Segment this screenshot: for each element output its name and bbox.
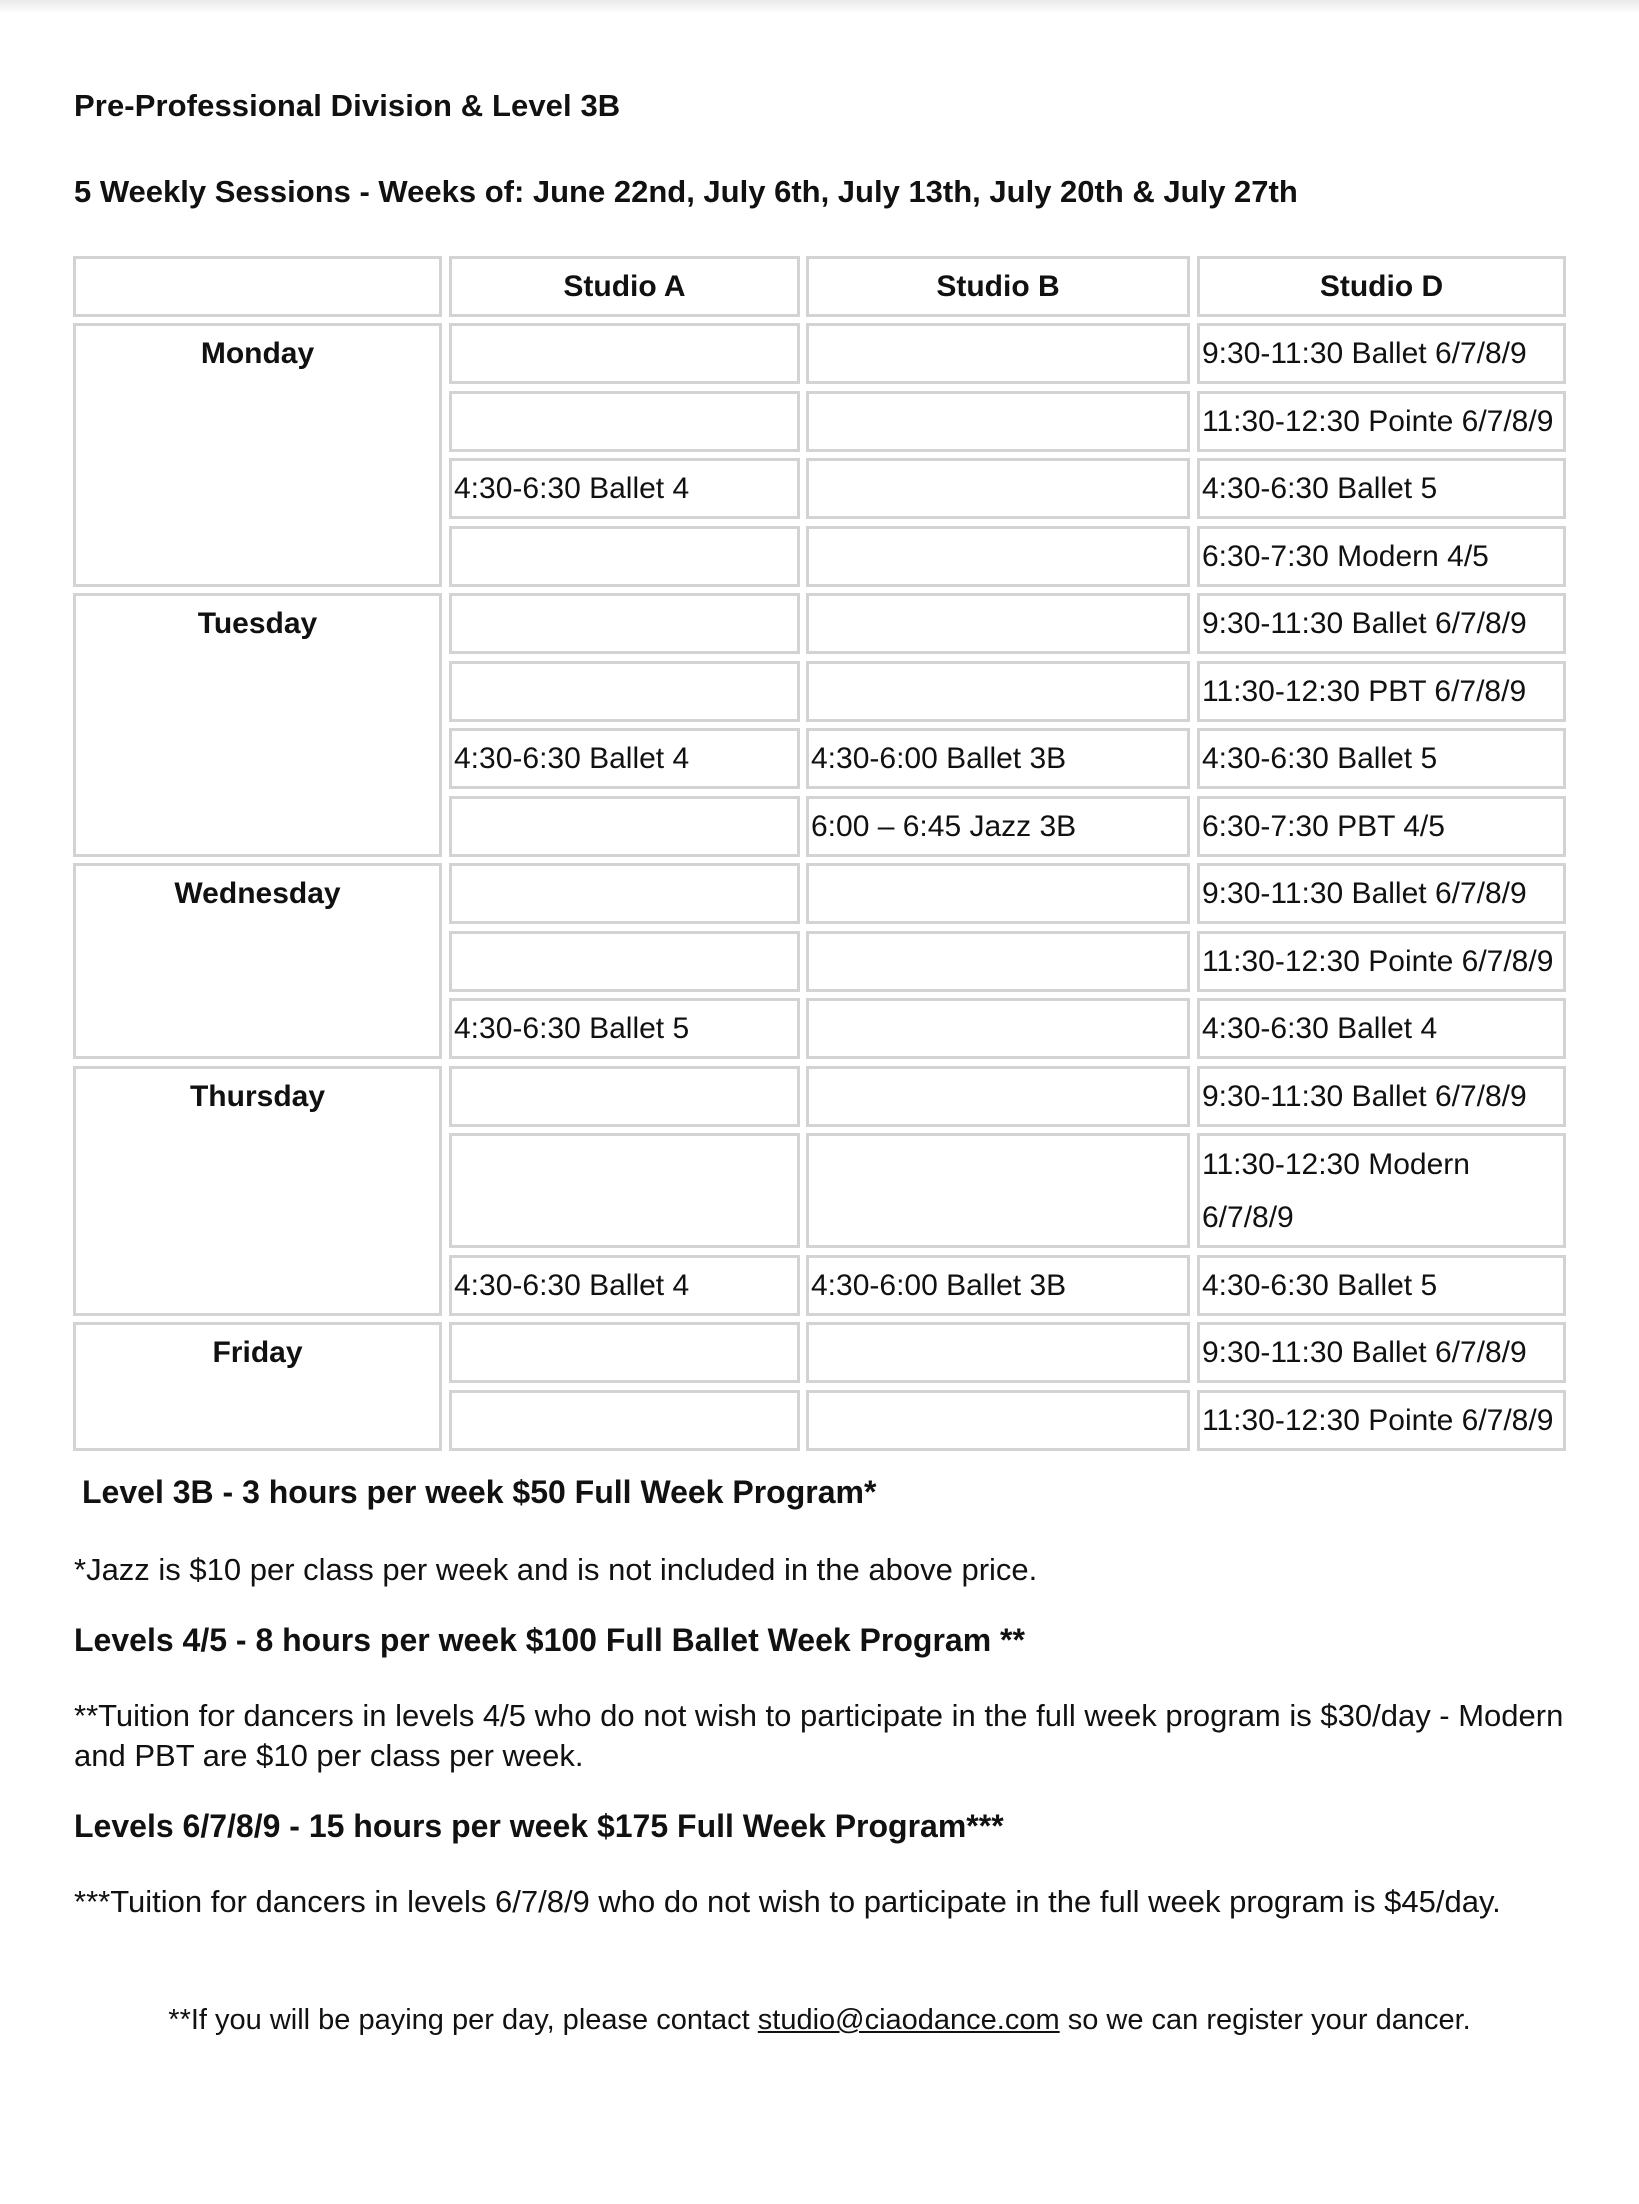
slot-thursday-studio-b — [806, 1133, 1190, 1248]
day-label-monday: Monday — [73, 323, 442, 587]
slot-monday-studio-b — [806, 458, 1190, 519]
slot-wednesday-studio-a — [449, 931, 800, 992]
slot-friday-studio-a — [449, 1322, 800, 1383]
header-studio-d: Studio D — [1197, 256, 1566, 317]
slot-tuesday-studio-d: 9:30-11:30 Ballet 6/7/8/9 — [1197, 593, 1566, 654]
slot-monday-studio-d: 6:30-7:30 Modern 4/5 — [1197, 526, 1566, 587]
slot-tuesday-studio-a — [449, 661, 800, 722]
header-studio-b: Studio B — [806, 256, 1190, 317]
slot-thursday-studio-b: 4:30-6:00 Ballet 3B — [806, 1255, 1190, 1316]
level-6-9-pricing: Levels 6/7/8/9 - 15 hours per week $175 Full Week Program*** — [74, 1808, 1004, 1844]
slot-friday-studio-a — [449, 1390, 800, 1451]
day-label-wednesday: Wednesday — [73, 863, 442, 1059]
slot-thursday-studio-d: 11:30-12:30 Modern 6/7/8/9 — [1197, 1133, 1566, 1248]
top-shade — [0, 0, 1639, 14]
slot-wednesday-studio-d: 4:30-6:30 Ballet 4 — [1197, 998, 1566, 1059]
slot-friday-studio-d: 11:30-12:30 Pointe 6/7/8/9 — [1197, 1390, 1566, 1451]
page-title: Pre-Professional Division & Level 3B — [74, 88, 621, 123]
slot-thursday-studio-a — [449, 1133, 800, 1248]
day-label-thursday: Thursday — [73, 1066, 442, 1316]
slot-thursday-studio-a: 4:30-6:30 Ballet 4 — [449, 1255, 800, 1316]
slot-monday-studio-a — [449, 323, 800, 384]
day-label-friday: Friday — [73, 1322, 442, 1451]
slot-tuesday-studio-d: 11:30-12:30 PBT 6/7/8/9 — [1197, 661, 1566, 722]
slot-wednesday-studio-d: 9:30-11:30 Ballet 6/7/8/9 — [1197, 863, 1566, 924]
slot-monday-studio-a — [449, 526, 800, 587]
slot-friday-studio-b — [806, 1390, 1190, 1451]
level-4-5-note: **Tuition for dancers in levels 4/5 who do not wish to participate in the full week program is $30/day - Modern and PBT are $10 per class per week. — [74, 1698, 1564, 1773]
footer-prefix: **If you will be paying per day, please contact — [168, 2004, 758, 2036]
slot-friday-studio-d: 9:30-11:30 Ballet 6/7/8/9 — [1197, 1322, 1566, 1383]
header-studio-a: Studio A — [449, 256, 800, 317]
level-4-5-pricing: Levels 4/5 - 8 hours per week $100 Full Ballet Week Program ** — [74, 1622, 1025, 1658]
slot-monday-studio-a: 4:30-6:30 Ballet 4 — [449, 458, 800, 519]
page-subtitle: 5 Weekly Sessions - Weeks of: June 22nd, July 6th, July 13th, July 20th & July 27th — [74, 174, 1298, 209]
slot-thursday-studio-d: 9:30-11:30 Ballet 6/7/8/9 — [1197, 1066, 1566, 1127]
slot-monday-studio-b — [806, 526, 1190, 587]
slot-monday-studio-d: 9:30-11:30 Ballet 6/7/8/9 — [1197, 323, 1566, 384]
slot-wednesday-studio-d: 11:30-12:30 Pointe 6/7/8/9 — [1197, 931, 1566, 992]
slot-tuesday-studio-b: 4:30-6:00 Ballet 3B — [806, 728, 1190, 789]
slot-monday-studio-b — [806, 391, 1190, 452]
slot-thursday-studio-a — [449, 1066, 800, 1127]
slot-tuesday-studio-a: 4:30-6:30 Ballet 4 — [449, 728, 800, 789]
header-blank — [73, 256, 442, 317]
slot-wednesday-studio-a — [449, 863, 800, 924]
slot-tuesday-studio-d: 6:30-7:30 PBT 4/5 — [1197, 796, 1566, 857]
slot-wednesday-studio-b — [806, 931, 1190, 992]
slot-friday-studio-b — [806, 1322, 1190, 1383]
slot-thursday-studio-d: 4:30-6:30 Ballet 5 — [1197, 1255, 1566, 1316]
slot-tuesday-studio-b: 6:00 – 6:45 Jazz 3B — [806, 796, 1190, 857]
slot-tuesday-studio-b — [806, 593, 1190, 654]
slot-monday-studio-d: 11:30-12:30 Pointe 6/7/8/9 — [1197, 391, 1566, 452]
email-link[interactable]: studio@ciaodance.com — [757, 2004, 1060, 2036]
slot-monday-studio-b — [806, 323, 1190, 384]
footer-suffix: so we can register your dancer. — [1059, 2004, 1471, 2036]
slot-tuesday-studio-a — [449, 593, 800, 654]
slot-tuesday-studio-d: 4:30-6:30 Ballet 5 — [1197, 728, 1566, 789]
level-6-9-note: ***Tuition for dancers in levels 6/7/8/9 who do not wish to participate in the full week program is $45/day. — [74, 1884, 1501, 1919]
slot-wednesday-studio-a: 4:30-6:30 Ballet 5 — [449, 998, 800, 1059]
slot-monday-studio-d: 4:30-6:30 Ballet 5 — [1197, 458, 1566, 519]
slot-wednesday-studio-b — [806, 998, 1190, 1059]
slot-tuesday-studio-b — [806, 661, 1190, 722]
jazz-note: *Jazz is $10 per class per week and is not included in the above price. — [74, 1552, 1038, 1587]
slot-tuesday-studio-a — [449, 796, 800, 857]
level-3b-pricing: Level 3B - 3 hours per week $50 Full Week Program* — [82, 1474, 877, 1510]
footer-note — [0, 2004, 1639, 2037]
day-label-tuesday: Tuesday — [73, 593, 442, 857]
slot-thursday-studio-b — [806, 1066, 1190, 1127]
slot-monday-studio-a — [449, 391, 800, 452]
slot-wednesday-studio-b — [806, 863, 1190, 924]
